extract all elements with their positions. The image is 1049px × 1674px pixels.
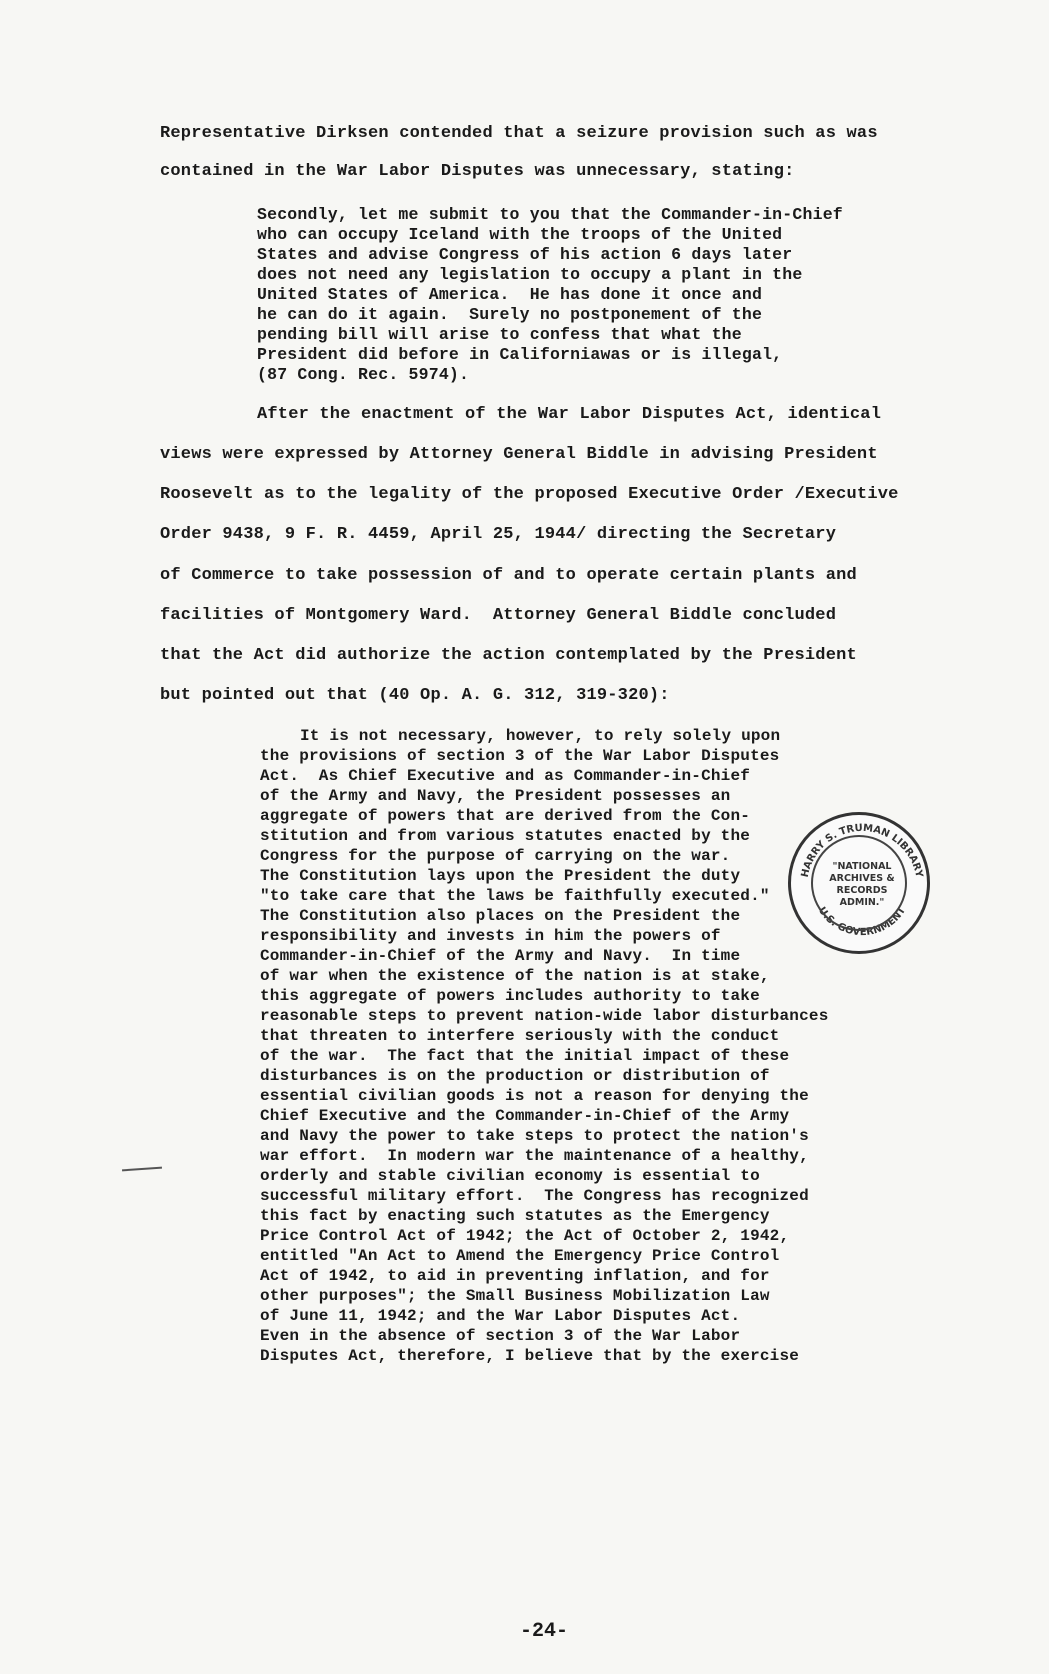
quote2-line: Act of 1942, to aid in preventing inflation, and for: [260, 1267, 770, 1285]
quote2-line: responsibility and invests in him the powers of: [260, 927, 721, 945]
quote2-line: this fact by enacting such statutes as the Emergency: [260, 1207, 770, 1225]
quote1-line: does not need any legislation to occupy a plant in the: [257, 265, 803, 284]
stamp-line: RECORDS: [836, 885, 888, 896]
stamp-line: "NATIONAL: [832, 861, 892, 872]
quote2-line: Act. As Chief Executive and as Commander-in-Chief: [260, 767, 751, 785]
paragraph-line: facilities of Montgomery Ward. Attorney General Biddle concluded: [160, 606, 837, 625]
archive-stamp: [788, 812, 930, 954]
quote2-line: It is not necessary, however, to rely solely upon: [300, 727, 781, 745]
intro-line: Representative Dirksen contended that a seizure provision such as was: [160, 124, 878, 143]
quote2-line: other purposes"; the Small Business Mobilization Law: [260, 1287, 770, 1305]
paragraph-line: After the enactment of the War Labor Disputes Act, identical: [257, 405, 882, 424]
stamp-bottom-text: U.S. GOVERNMENT: [815, 905, 909, 939]
quote2-line: stitution and from various statutes enacted by the: [260, 827, 751, 845]
quote2-line: entitled "An Act to Amend the Emergency Price Control: [260, 1247, 780, 1265]
paragraph-line: that the Act did authorize the action contemplated by the President: [160, 646, 857, 665]
quote2-line: reasonable steps to prevent nation-wide labor disturbances: [260, 1007, 829, 1025]
quote2-line: Disputes Act, therefore, I believe that by the exercise: [260, 1347, 800, 1365]
quote1-line: who can occupy Iceland with the troops of the United: [257, 225, 783, 244]
paragraph-line: of Commerce to take possession of and to operate certain plants and: [160, 566, 857, 585]
stamp-line: ADMIN.": [839, 897, 885, 908]
quote2-line: and Navy the power to take steps to protect the nation's: [260, 1127, 809, 1145]
quote2-line: The Constitution lays upon the President the duty: [260, 867, 741, 885]
quote2-line: Congress for the purpose of carrying on the war.: [260, 847, 731, 865]
quote2-line: aggregate of powers that are derived from the Con-: [260, 807, 751, 825]
quote2-line: of the war. The fact that the initial impact of these: [260, 1047, 790, 1065]
quote2-line: orderly and stable civilian economy is essential to: [260, 1167, 760, 1185]
quote2-line: essential civilian goods is not a reason for denying the: [260, 1087, 809, 1105]
paragraph-line: but pointed out that (40 Op. A. G. 312, 319-320):: [160, 686, 670, 705]
quote2-line: of the Army and Navy, the President possesses an: [260, 787, 731, 805]
quote2-line: Even in the absence of section 3 of the War Labor: [260, 1327, 741, 1345]
quote2-line: Price Control Act of 1942; the Act of October 2, 1942,: [260, 1227, 790, 1245]
quote1-line: he can do it again. Surely no postponement of the: [257, 305, 763, 324]
quote1-line: Secondly, let me submit to you that the Commander-in-Chief: [257, 205, 843, 224]
quote2-line: Chief Executive and the Commander-in-Chief of the Army: [260, 1107, 790, 1125]
quote2-line: Commander-in-Chief of the Army and Navy. In time: [260, 947, 741, 965]
intro-line: contained in the War Labor Disputes was unnecessary, stating:: [160, 162, 795, 181]
quote2-line: that threaten to interfere seriously with the conduct: [260, 1027, 780, 1045]
quote2-line: this aggregate of powers includes authority to take: [260, 987, 760, 1005]
stamp-line: ARCHIVES &: [829, 873, 895, 884]
quote1-line: United States of America. He has done it once and: [257, 285, 763, 304]
quote2-line: The Constitution also places on the President the: [260, 907, 741, 925]
quote2-line: war effort. In modern war the maintenance of a healthy,: [260, 1147, 809, 1165]
stamp-top-text: HARRY S. TRUMAN LIBRARY: [799, 822, 925, 879]
quote2-line: successful military effort. The Congress has recognized: [260, 1187, 809, 1205]
margin-mark: [122, 1167, 162, 1172]
quote1-line: States and advise Congress of his action 6 days later: [257, 245, 793, 264]
quote1-line: pending bill will arise to confess that what the: [257, 325, 742, 344]
quote2-line: of June 11, 1942; and the War Labor Disputes Act.: [260, 1307, 741, 1325]
quote2-line: disturbances is on the production or distribution of: [260, 1067, 770, 1085]
quote2-line: "to take care that the laws be faithfully executed.": [260, 887, 770, 905]
quote2-line: the provisions of section 3 of the War Labor Disputes: [260, 747, 780, 765]
quote2-line: of war when the existence of the nation is at stake,: [260, 967, 770, 985]
paragraph-line: Roosevelt as to the legality of the proposed Executive Order /Executive: [160, 485, 899, 504]
quote1-line: President did before in Californiawas or is illegal,: [257, 345, 783, 364]
quote1-line: (87 Cong. Rec. 5974).: [257, 365, 470, 384]
paragraph-line: views were expressed by Attorney General Biddle in advising President: [160, 445, 878, 464]
paragraph-line: Order 9438, 9 F. R. 4459, April 25, 1944/ directing the Secretary: [160, 525, 837, 544]
page-number: -24-: [520, 1620, 569, 1643]
